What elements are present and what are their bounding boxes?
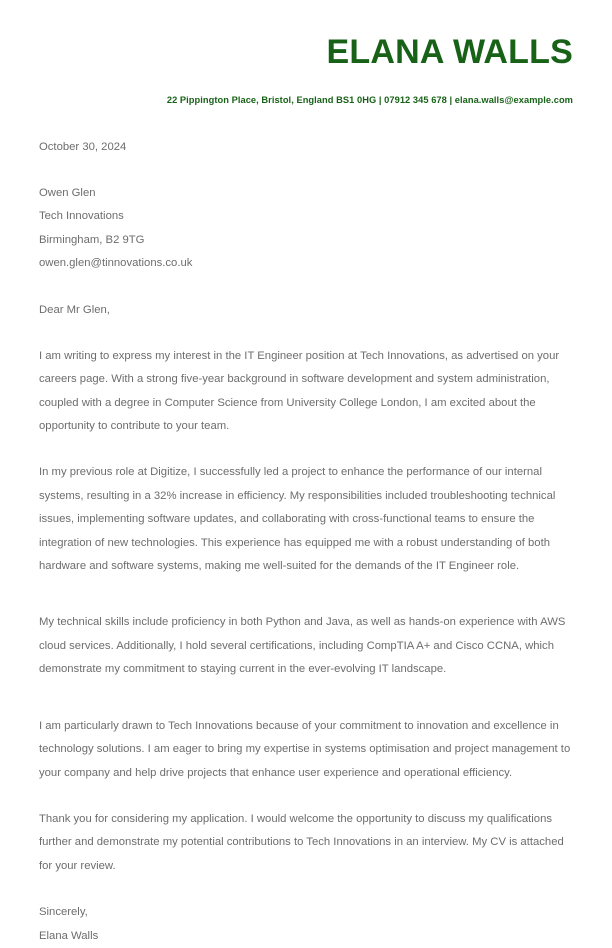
- letter-paragraph: I am particularly drawn to Tech Innovations because of your commitment to innovation and excellence in technology solutions. I am eager to bring my expertise in systems optimisation and project management to your company and help drive projects that enhance user experience and operational efficiency.: [39, 719, 571, 779]
- recipient-name: Owen Glen: [39, 186, 96, 199]
- recipient-company: Tech Innovations: [39, 210, 124, 223]
- signature-name: Elana Walls: [39, 929, 99, 942]
- page-title: ELANA WALLS: [326, 33, 573, 71]
- letter-paragraph: In my previous role at Digitize, I successfully led a project to enhance the performance of our internal systems, resulting in a 32% increase in efficiency. My responsibilities included troubleshooting technical issues, implementing software updates, and collaborating with cross-functional teams to ensure the integration of new technologies. This experience has equipped me with a robust understanding of both hardware and software systems, making me well-suited for the demands of the IT Engineer role.: [39, 466, 556, 573]
- recipient-email: owen.glen@tinnovations.co.uk: [39, 257, 193, 270]
- closing-line: Sincerely,: [39, 906, 88, 919]
- letter-body: [0, 136, 612, 948]
- letter-paragraph: My technical skills include proficiency in both Python and Java, as well as hands-on experience with AWS cloud services. Additionally, I hold several certifications, including CompTIA A+ and Cisco CCNA, which demonstrate my commitment to staying current in the ever-evolving IT landscape.: [39, 616, 566, 676]
- letter-paragraph: Thank you for considering my application. I would welcome the opportunity to discuss my qualifications further and demonstrate my potential contributions to Tech Innovations in an interview. My CV is attached for your review.: [39, 812, 564, 872]
- signature-block: [39, 901, 573, 948]
- salutation: Dear Mr Glen,: [39, 304, 110, 317]
- contact-line: 22 Pippington Place, Bristol, England BS1 0HG | 07912 345 678 | elana.walls@example.com: [166, 95, 573, 106]
- recipient-location: Birmingham, B2 9TG: [39, 233, 145, 246]
- letter-date: October 30, 2024: [39, 141, 127, 154]
- letter-paragraph: I am writing to express my interest in the IT Engineer position at Tech Innovations, as advertised on your careers page. With a strong five-year background in software development and system administration, coupled with a degree in Computer Science from University College London, I am excited about the opportunity to contribute to your team.: [39, 349, 560, 433]
- letter-header: [0, 0, 612, 105]
- recipient-block: [39, 182, 573, 276]
